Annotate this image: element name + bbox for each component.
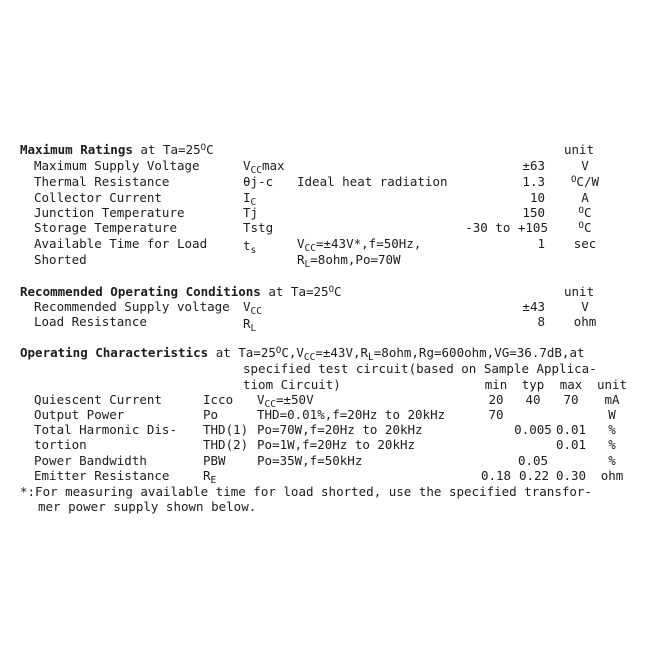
max-rating-value: 150 [522, 205, 545, 220]
footnote-line-1: *:For measuring available time for load shorted, use the specified transfor- [20, 484, 592, 499]
max-rating-name: Storage Temperature [34, 220, 177, 235]
max-ratings-condition: at Ta=25 [140, 142, 201, 157]
rec-condition-name: Recommended Supply voltage [34, 299, 230, 314]
available-time-condition-1: $V_{CC}=\pm 43V*,f=50Hz$, [297, 236, 422, 254]
rec-conditions-heading: Recommended Operating Conditions at $Ta=25^OC$ [20, 284, 342, 299]
rec-conditions-title: Recommended Operating Conditions [20, 284, 261, 299]
max-rating-unit: $^O$C/W [571, 174, 599, 189]
op-char-condition: Po=35W,f=50kHz [257, 453, 363, 468]
op-chars-heading-line3: tiom Circuit) [243, 377, 341, 392]
max-rating-name: Available Time for Load [34, 236, 208, 251]
max-rating-symbol: Tj [243, 205, 259, 220]
op-char-symbol: Po [203, 407, 219, 422]
op-char-name: Power Bandwidth [34, 453, 147, 468]
op-char-name: tortion [34, 437, 87, 452]
op-char-condition: Po=1W,f=20Hz to 20kHz [257, 437, 416, 452]
max-rating-unit: A [581, 190, 589, 205]
op-char-min: 20 [488, 392, 504, 407]
max-rating-condition: Ideal heat radiation [297, 174, 448, 189]
op-char-condition: THD=0.01%,f=20Hz to 20kHz [257, 407, 446, 422]
max-rating-symbol: Tstg [243, 220, 274, 235]
op-char-typ: 0.005 [514, 422, 552, 437]
op-char-unit: % [608, 437, 616, 452]
footnote-line-2: mer power supply shown below. [38, 499, 257, 514]
op-char-name: Quiescent Current [34, 392, 162, 407]
rec-condition-symbol: $V_{CC}$ [243, 299, 262, 317]
op-chars-heading-line2: specified test circuit(based on Sample Applica- [243, 361, 597, 376]
max-ratings-heading [20, 142, 214, 157]
op-char-condition: Po=70W,f=20Hz to 20kHz [257, 422, 423, 437]
degree-mark: O [200, 143, 207, 153]
op-char-typ: 0.22 [518, 468, 550, 483]
op-chars-heading: Operating Characteristics at $Ta=25^OC,V_{CC}=\pm 43V,R_L=8ohm,Rg=600ohm,VG=36.7dB,at$ [20, 345, 585, 363]
col-typ-header: typ [521, 377, 545, 392]
op-char-name: Emitter Resistance [34, 468, 170, 483]
op-char-symbol: Icco [203, 392, 234, 407]
max-ratings-title: Maximum Ratings [20, 142, 133, 157]
max-rating-name: Maximum Supply Voltage [34, 158, 200, 173]
max-rating-value: 10 [529, 190, 545, 205]
max-rating-name: Junction Temperature [34, 205, 185, 220]
col-max-header: max [559, 377, 583, 392]
max-rating-unit: sec [573, 236, 597, 251]
op-char-symbol: PBW [203, 453, 226, 468]
rec-conditions-unit-header: unit [564, 284, 595, 299]
max-ratings-unit-header: unit [564, 142, 595, 157]
op-char-unit: mA [604, 392, 620, 407]
op-char-unit: W [608, 407, 616, 422]
available-time-condition-2: $R_L=8ohm,Po=70W$ [297, 252, 401, 270]
rec-condition-symbol: $R_L$ [243, 316, 257, 334]
max-rating-symbol: θj-c [243, 174, 274, 189]
rec-condition-value: ±43 [522, 299, 545, 314]
max-rating-symbol: $I_C$ [243, 190, 257, 208]
rec-condition-value: 8 [537, 314, 545, 329]
op-char-typ: 0.05 [517, 453, 549, 468]
max-rating-name-continued: Shorted [34, 252, 87, 267]
max-rating-unit: V [581, 158, 589, 173]
op-char-min: 0.18 [480, 468, 512, 483]
op-char-unit: % [608, 422, 616, 437]
op-char-unit: % [608, 453, 616, 468]
op-char-symbol: THD(2) [203, 437, 249, 452]
op-char-max: 0.01 [555, 437, 587, 452]
op-char-max: 70 [563, 392, 579, 407]
op-char-typ: 40 [525, 392, 541, 407]
op-char-condition: $V_{CC}=\pm 50V$ [257, 392, 314, 410]
op-char-symbol: THD(1) [203, 422, 249, 437]
max-rating-value: -30 to +105 [465, 220, 548, 235]
max-rating-name: Collector Current [34, 190, 162, 205]
rec-condition-name: Load Resistance [34, 314, 147, 329]
max-rating-value: 1 [537, 236, 545, 251]
max-rating-symbol: $t_s$ [243, 238, 257, 256]
col-min-header: min [484, 377, 508, 392]
col-unit-header: unit [596, 377, 628, 392]
op-chars-title: Operating Characteristics [20, 345, 209, 360]
op-char-max: 0.30 [555, 468, 587, 483]
max-rating-value: 1.3 [522, 174, 545, 189]
rec-condition-unit: V [581, 299, 589, 314]
max-rating-unit: $^O$C [578, 220, 592, 235]
max-ratings-condition-unit: C [206, 142, 214, 157]
op-char-unit: ohm [600, 468, 624, 483]
op-char-name: Total Harmonic Dis- [34, 422, 177, 437]
op-char-name: Output Power [34, 407, 125, 422]
op-char-min: 70 [488, 407, 504, 422]
op-char-max: 0.01 [555, 422, 587, 437]
max-rating-value: ±63 [522, 158, 545, 173]
rec-condition-unit: ohm [573, 314, 597, 329]
max-rating-unit: $^O$C [578, 205, 592, 220]
max-rating-name: Thermal Resistance [34, 174, 170, 189]
max-rating-symbol: $V_{CC}\max$ [243, 158, 285, 176]
op-char-symbol: $R_E$ [203, 468, 217, 486]
